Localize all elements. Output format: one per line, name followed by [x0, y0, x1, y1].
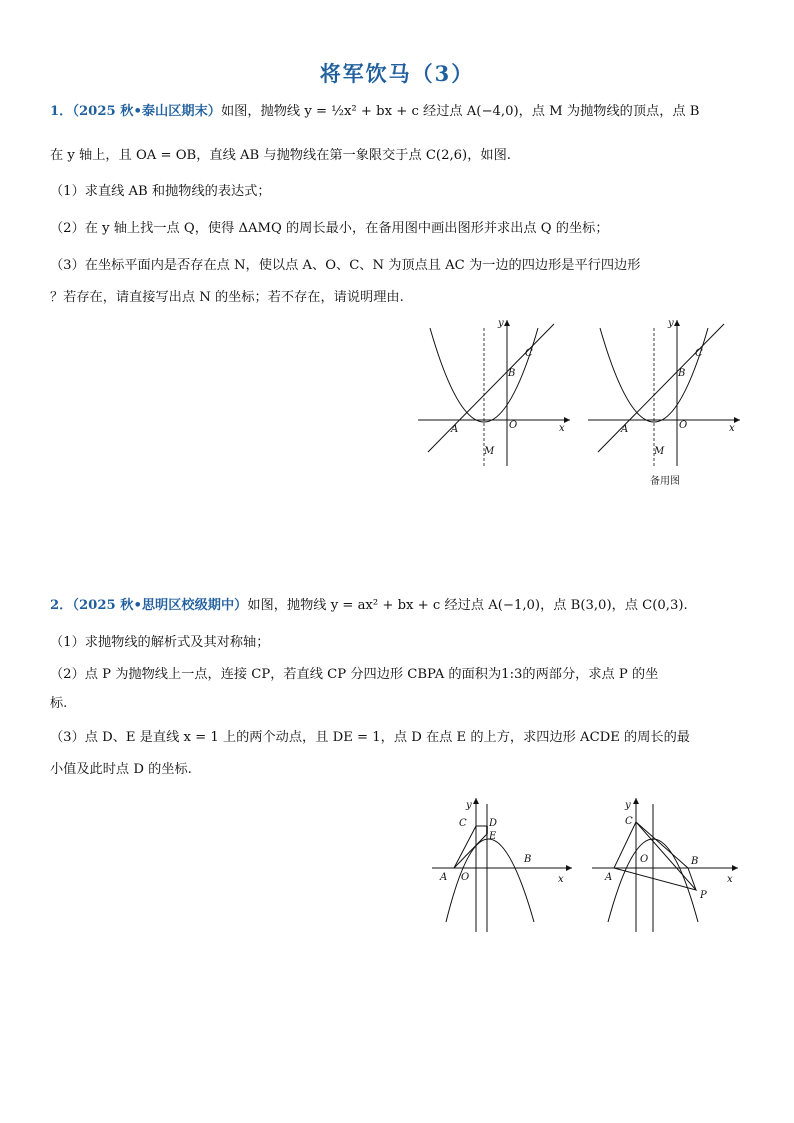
problem-2-fig-O-label: O — [461, 872, 470, 883]
problem-2-figure-left — [428, 794, 578, 934]
problem-2-part-3-cont: 小值及此时点 D 的坐标. — [50, 762, 192, 777]
problem-1-fig-C-label: C — [525, 348, 533, 359]
problem-1-part-3-cont: ？若存在，请直接写出点 N 的坐标；若不存在，请说明理由. — [50, 290, 404, 305]
problem-1-stem-text-1: 如图，抛物线 y = ½x² + bx + c 经过点 A(−4,0)，点 M 为抛物线的顶点，点 B — [221, 104, 700, 119]
problem-1-spare-y-label: y — [668, 318, 674, 329]
problem-2-fig-y-label: y — [466, 800, 472, 811]
problem-1-fig-M-label: M — [484, 446, 495, 457]
problem-2-fig-E-label: E — [489, 831, 497, 842]
problem-2-right-x-label: x — [727, 874, 733, 885]
problem-2-fig-C-label: C — [459, 818, 467, 829]
problem-2-fig-B-label: B — [524, 854, 532, 865]
problem-1-figure — [414, 316, 574, 468]
problem-1-part-1: （1）求直线 AB 和抛物线的表达式； — [50, 184, 271, 199]
problem-2-right-P-label: P — [700, 890, 707, 901]
problem-2-fig-x-label: x — [558, 874, 564, 885]
problem-2-right-B-label: B — [691, 856, 699, 867]
problem-2-fig-A-label: A — [440, 872, 448, 883]
problem-1-spare-figure — [584, 316, 744, 468]
problem-2-fig-D-label: D — [489, 818, 498, 829]
problem-1-fig-B-label: B — [508, 368, 516, 379]
page-title: 将军饮马（3） — [319, 61, 475, 86]
problem-2-source: （2025 秋•思明区校级期中） — [72, 598, 248, 613]
problem-1-spare-caption: 备用图 — [650, 476, 680, 487]
problem-2-right-C-label: C — [625, 816, 633, 827]
problem-1-source: （2025 秋•泰山区期末） — [72, 104, 221, 119]
problem-1-spare-O-label: O — [679, 420, 688, 431]
problem-2-number: 2． — [50, 598, 73, 613]
problem-2-right-A-label: A — [605, 872, 613, 883]
problem-1-fig-O-label: O — [509, 420, 518, 431]
problem-2-right-y-label: y — [625, 800, 631, 811]
problem-1-part-2: （2）在 y 轴上找一点 Q，使得 ΔAMQ 的周长最小，在备用图中画出图形并求出点 Q 的坐标； — [50, 221, 609, 236]
problem-1-number: 1． — [50, 104, 73, 119]
problem-2-part-3: （3）点 D、E 是直线 x = 1 上的两个动点，且 DE = 1，点 D 在点 E 的上方，求四边形 ACDE 的周长的最 — [50, 730, 690, 745]
problem-2-part-2: （2）点 P 为抛物线上一点，连接 CP，若直线 CP 分四边形 CBPA 的面积为1:3的两部分，求点 P 的坐 — [50, 667, 659, 682]
problem-2-part-2-cont: 标. — [50, 696, 68, 711]
problem-1-fig-A-label: A — [451, 424, 459, 435]
problem-1-stem-line-1 — [50, 100, 699, 119]
problem-2-stem-line-1 — [50, 594, 688, 613]
problem-1-stem-line-2: 在 y 轴上，且 OA = OB，直线 AB 与抛物线在第一象限交于点 C(2,6)，如图. — [50, 148, 511, 163]
problem-1-spare-M-label: M — [654, 446, 665, 457]
problem-2-figure-right — [588, 794, 744, 934]
problem-1-fig-y-label: y — [498, 318, 504, 329]
problem-1-part-3: （3）在坐标平面内是否存在点 N，使以点 A、O、C、N 为顶点且 AC 为一边的四边形是平行四边形 — [50, 258, 641, 273]
problem-1-spare-A-label: A — [621, 424, 629, 435]
problem-2-part-1: （1）求抛物线的解析式及其对称轴； — [50, 635, 270, 650]
problem-2-right-O-label: O — [640, 854, 649, 865]
problem-1-spare-B-label: B — [678, 368, 686, 379]
problem-1-spare-C-label: C — [695, 348, 703, 359]
problem-1-fig-x-label: x — [559, 423, 565, 434]
problem-2-stem-text-1: 如图，抛物线 y = ax² + bx + c 经过点 A(−1,0)，点 B(3,0)，点 C(0,3). — [247, 598, 688, 613]
problem-1-spare-x-label: x — [729, 423, 735, 434]
